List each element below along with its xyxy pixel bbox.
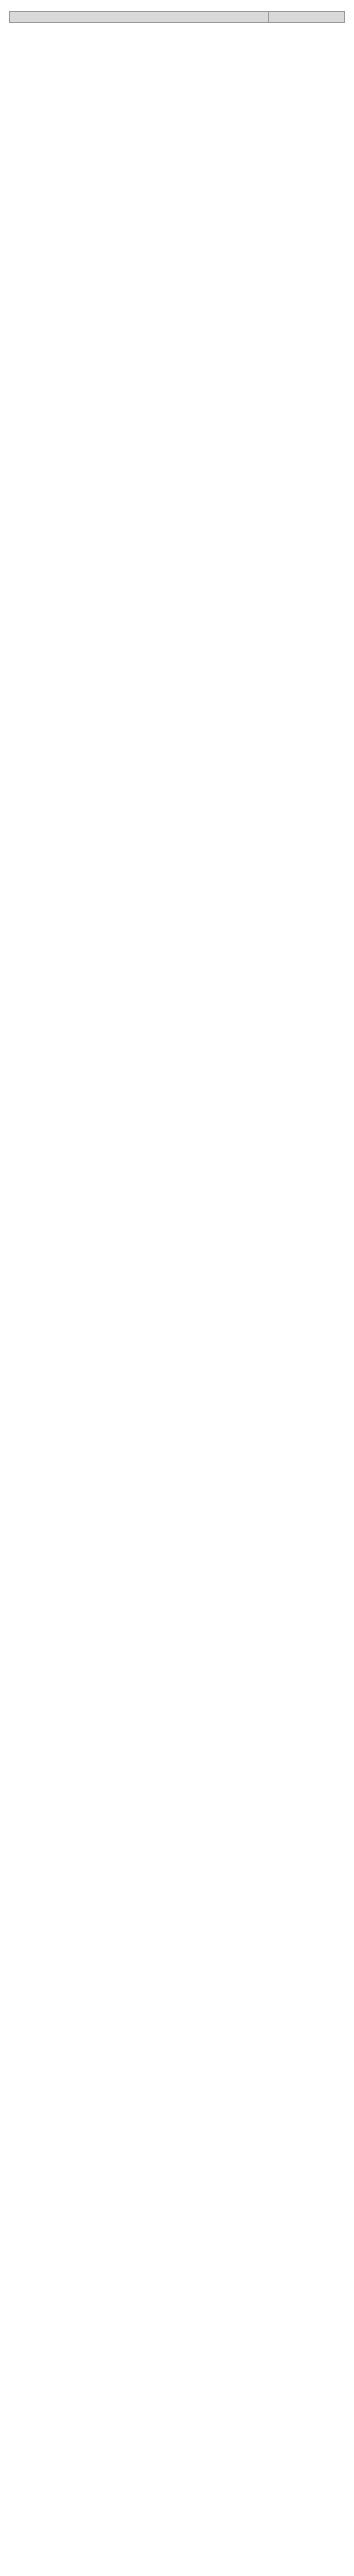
table-header-row (10, 12, 345, 23)
column-header-meal (269, 12, 345, 23)
column-header-name (58, 12, 193, 23)
column-header-fee (193, 12, 269, 23)
document-page (0, 0, 354, 36)
column-header-district (10, 12, 58, 23)
fee-table (9, 11, 345, 23)
